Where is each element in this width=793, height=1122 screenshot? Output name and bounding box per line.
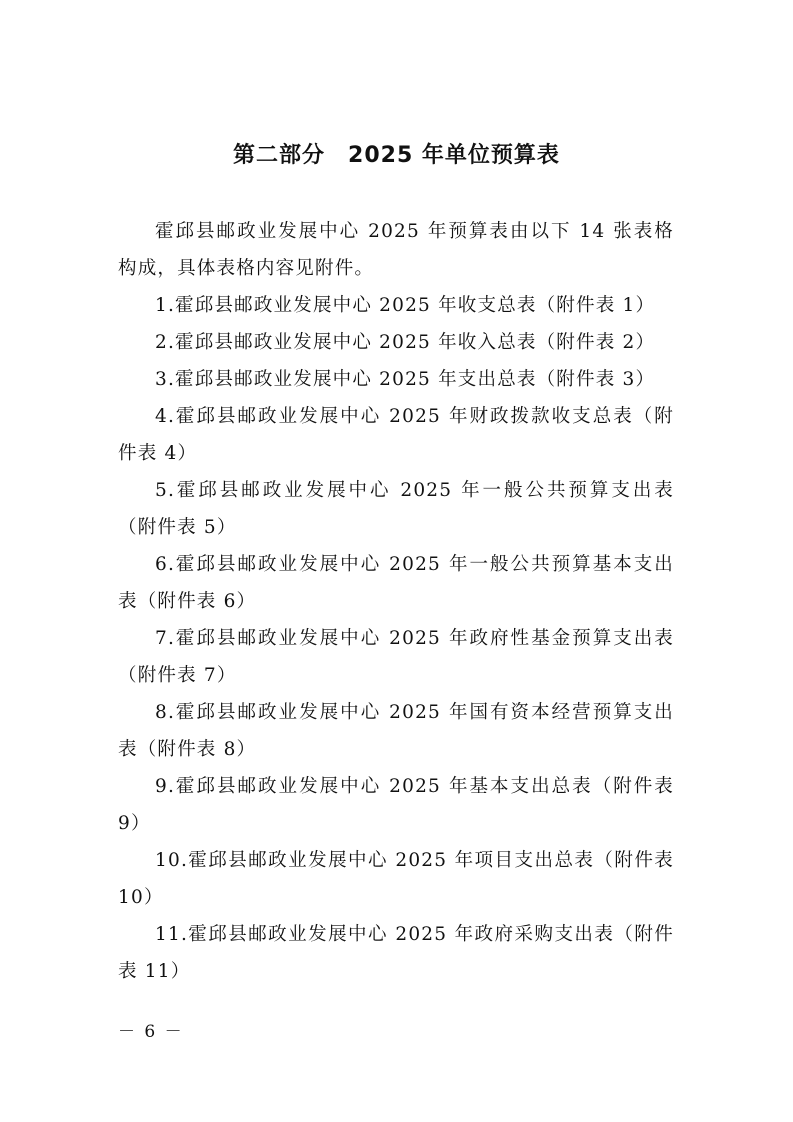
list-item: 8.霍邱县邮政业发展中心 2025 年国有资本经营预算支出表（附件表 8）	[118, 702, 674, 760]
list-item: 2.霍邱县邮政业发展中心 2025 年收入总表（附件表 2）	[155, 332, 656, 353]
document-body	[118, 213, 674, 990]
page-number: － 6 －	[118, 1022, 184, 1042]
list-item: 7.霍邱县邮政业发展中心 2025 年政府性基金预算支出表（附件表 7）	[118, 628, 674, 686]
list-item: 6.霍邱县邮政业发展中心 2025 年一般公共预算基本支出表（附件表 6）	[118, 554, 674, 612]
list-item: 10.霍邱县邮政业发展中心 2025 年项目支出总表（附件表 10）	[118, 850, 674, 908]
intro-paragraph: 霍邱县邮政业发展中心 2025 年预算表由以下 14 张表格构成，具体表格内容见附件。	[118, 221, 674, 279]
list-item: 4.霍邱县邮政业发展中心 2025 年财政拨款收支总表（附件表 4）	[118, 406, 674, 464]
list-item: 9.霍邱县邮政业发展中心 2025 年基本支出总表（附件表 9）	[118, 776, 674, 834]
list-item: 11.霍邱县邮政业发展中心 2025 年政府采购支出表（附件表 11）	[118, 924, 674, 982]
list-item: 5.霍邱县邮政业发展中心 2025 年一般公共预算支出表（附件表 5）	[118, 480, 674, 538]
list-item: 1.霍邱县邮政业发展中心 2025 年收支总表（附件表 1）	[155, 295, 656, 316]
list-item: 3.霍邱县邮政业发展中心 2025 年支出总表（附件表 3）	[155, 369, 656, 390]
page-title: 第二部分 2025 年单位预算表	[233, 143, 560, 168]
